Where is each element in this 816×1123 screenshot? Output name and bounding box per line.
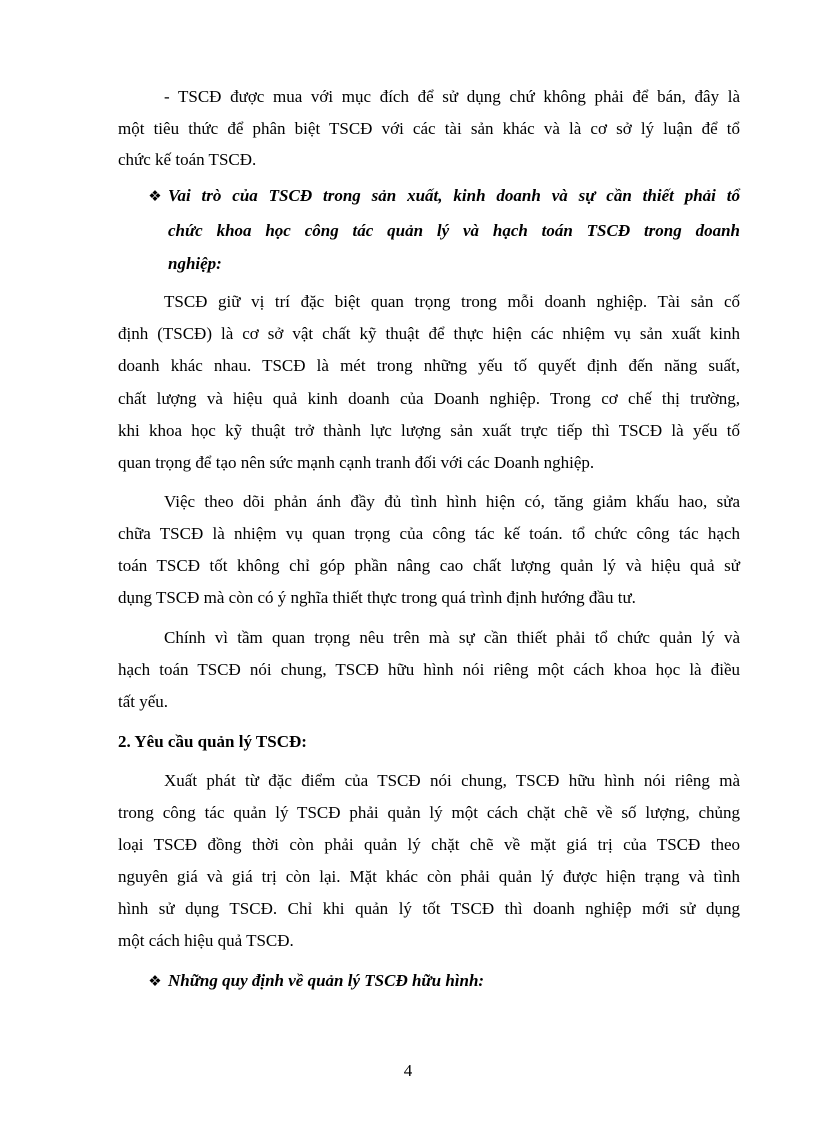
- paragraph-line: khi khoa học kỹ thuật trở thành lực lượng sản xuất trực tiếp thì TSCĐ là yếu tố: [118, 421, 740, 440]
- paragraph-line: - TSCĐ được mua với mục đích để sử dụng chứ không phải để bán, đây là: [164, 87, 740, 106]
- paragraph-line: nguyên giá và giá trị còn lại. Mặt khác còn phải quản lý được hiện trạng và tình: [118, 867, 740, 886]
- paragraph-line: quan trọng để tạo nên sức mạnh cạnh tranh đối với các Doanh nghiệp.: [118, 453, 595, 472]
- paragraph-line: chất lượng và hiệu quả kinh doanh của Doanh nghiệp. Trong cơ chế thị trường,: [118, 389, 740, 408]
- paragraph-line: toán TSCĐ tốt không chỉ góp phần nâng cao chất lượng quản lý và hiệu quả sử: [118, 556, 740, 575]
- paragraph-line: chữa TSCĐ là nhiệm vụ quan trọng của công tác kế toán. tổ chức công tác hạch: [118, 524, 740, 543]
- section-heading-line: Những quy định về quản lý TSCĐ hữu hình:: [168, 971, 485, 990]
- diamond-bullet-icon: ❖: [148, 187, 162, 205]
- paragraph-line: chức kế toán TSCĐ.: [118, 150, 257, 169]
- paragraph-line: TSCĐ giữ vị trí đặc biệt quan trọng trong mỗi doanh nghiệp. Tài sản cố: [164, 292, 740, 311]
- paragraph-line: một cách hiệu quả TSCĐ.: [118, 931, 294, 950]
- section-heading-line: nghiệp:: [168, 254, 222, 273]
- paragraph-line: trong công tác quản lý TSCĐ phải quản lý một cách chặt chẽ về số lượng, chủng: [118, 803, 740, 822]
- paragraph-line: dụng TSCĐ mà còn có ý nghĩa thiết thực trong quá trình định hướng đầu tư.: [118, 588, 636, 607]
- page-number: 4: [403, 1061, 413, 1080]
- paragraph-line: hạch toán TSCĐ nói chung, TSCĐ hữu hình nói riêng một cách khoa học là điều: [118, 660, 740, 679]
- paragraph-line: tất yếu.: [118, 692, 169, 711]
- section-title: 2. Yêu cầu quản lý TSCĐ:: [118, 732, 307, 751]
- diamond-bullet-icon: ❖: [148, 972, 162, 990]
- section-heading-line: Vai trò của TSCĐ trong sản xuất, kinh doanh và sự cần thiết phải tổ: [168, 186, 740, 205]
- paragraph-line: Việc theo dõi phản ánh đầy đủ tình hình hiện có, tăng giảm khấu hao, sửa: [164, 492, 740, 511]
- section-heading-line: chức khoa học công tác quản lý và hạch toán TSCĐ trong doanh: [168, 221, 740, 240]
- paragraph-line: định (TSCĐ) là cơ sở vật chất kỹ thuật để thực hiện các nhiệm vụ sản xuất kinh: [118, 324, 740, 343]
- paragraph-line: hình sử dụng TSCĐ. Chỉ khi quản lý tốt TSCĐ thì doanh nghiệp mới sử dụng: [118, 899, 740, 918]
- paragraph-line: loại TSCĐ đồng thời còn phải quản lý chặt chẽ về mặt giá trị của TSCĐ theo: [118, 835, 740, 854]
- paragraph-line: một tiêu thức để phân biệt TSCĐ với các tài sản khác và là cơ sở lý luận để tổ: [118, 119, 740, 138]
- paragraph-line: Chính vì tầm quan trọng nêu trên mà sự cần thiết phải tổ chức quản lý và: [164, 628, 740, 647]
- paragraph-line: Xuất phát từ đặc điểm của TSCĐ nói chung, TSCĐ hữu hình nói riêng mà: [164, 771, 740, 790]
- paragraph-line: doanh khác nhau. TSCĐ là mét trong những yếu tố quyết định đến năng suất,: [118, 356, 740, 375]
